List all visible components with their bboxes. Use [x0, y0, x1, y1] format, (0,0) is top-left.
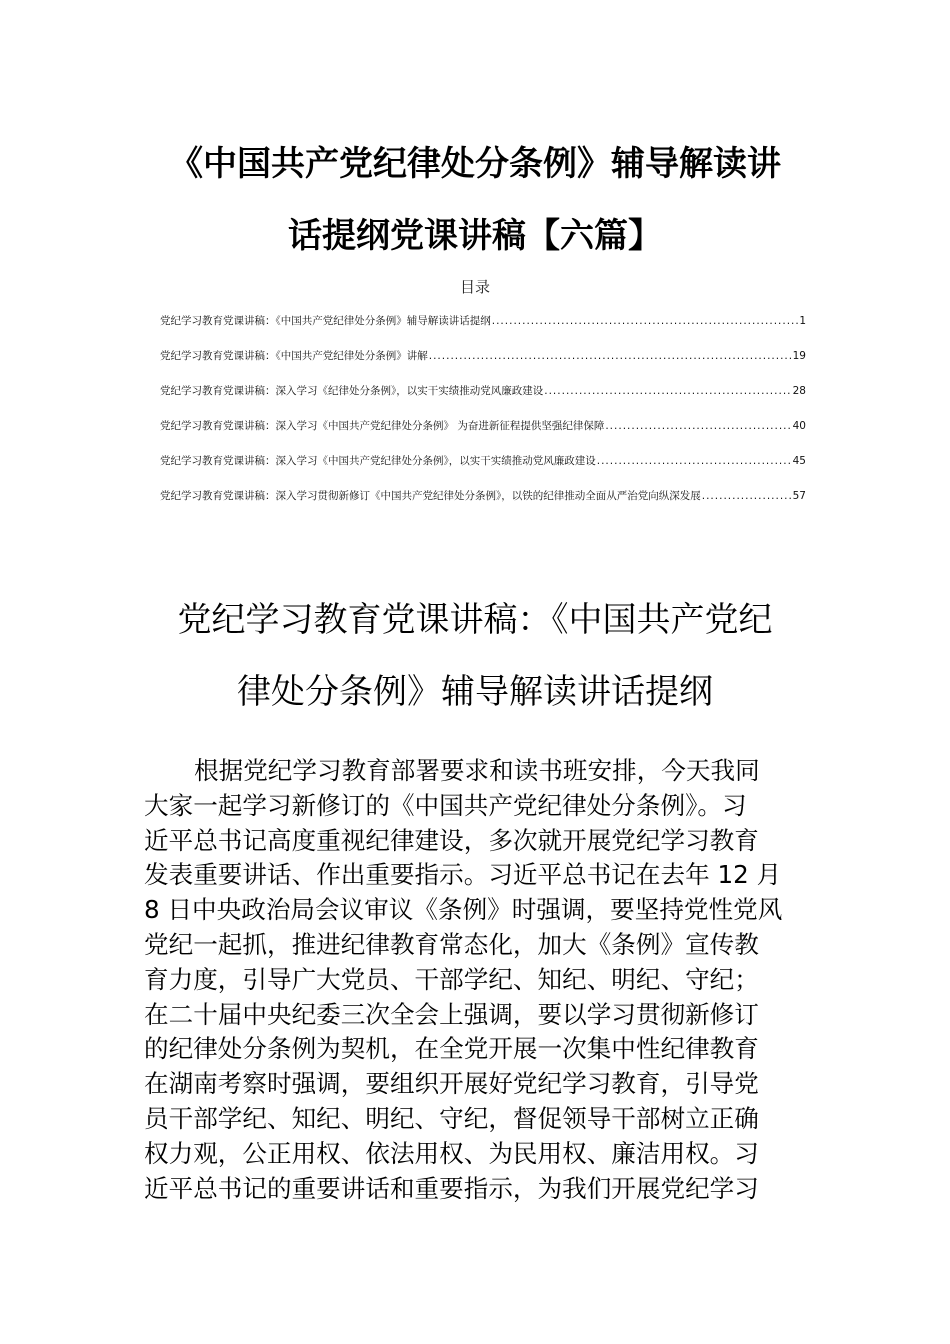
toc-leader-dots: [429, 346, 792, 366]
body-line: 在二十届中央纪委三次全会上强调，要以学习贯彻新修订: [144, 999, 759, 1029]
body-line: 近平总书记高度重视纪律建设，多次就开展党纪学习教育: [144, 825, 759, 855]
toc-entry-page: 19: [792, 350, 806, 362]
body-paragraph: [144, 754, 810, 1206]
body-line: 在湖南考察时强调，要组织开展好党纪学习教育，引导党: [144, 1069, 759, 1099]
toc-leader-dots: [702, 486, 792, 506]
body-line: 的纪律处分条例为契机，在全党开展一次集中性纪律教育: [144, 1034, 759, 1064]
section-title-line-2: 律处分条例》辅导解读讲话提纲: [237, 672, 713, 712]
toc-entry[interactable]: [160, 451, 806, 486]
toc-entry-title: 党纪学习教育党课讲稿：《中国共产党纪律处分条例》辅导解读讲话提纲: [160, 315, 491, 327]
toc-entry[interactable]: [160, 416, 806, 451]
toc-entry[interactable]: [160, 346, 806, 381]
document-title: [140, 128, 810, 272]
document-title-line-1: 《中国共产党纪律处分条例》辅导解读讲: [169, 144, 781, 184]
toc-heading: 目录: [459, 278, 490, 296]
toc-entry-title: 党纪学习教育党课讲稿：深入学习《中国共产党纪律处分条例》，以实干实绩推动党风廉政建设: [160, 455, 596, 467]
body-line: 员干部学纪、知纪、明纪、守纪，督促领导干部树立正确: [144, 1103, 759, 1133]
toc-entry[interactable]: [160, 486, 806, 521]
toc-entry-page: 1: [799, 315, 806, 327]
body-line: 权力观，公正用权、依法用权、为民用权、廉洁用权。习: [144, 1138, 759, 1168]
table-of-contents: [160, 311, 806, 521]
toc-entry-title: 党纪学习教育党课讲稿：深入学习贯彻新修订《中国共产党纪律处分条例》，以铁的纪律推动全面从严治党向纵深发展: [160, 490, 701, 502]
section-title-line-1: 党纪学习教育党课讲稿：《中国共产党纪: [177, 600, 773, 640]
toc-leader-dots: [492, 311, 799, 331]
toc-entry[interactable]: [160, 311, 806, 346]
body-line: 发表重要讲话、作出重要指示。习近平总书记在去年 12 月: [144, 860, 782, 890]
toc-entry-page: 40: [792, 420, 806, 432]
body-line: 大家一起学习新修订的《中国共产党纪律处分条例》。习: [144, 790, 747, 820]
body-line: 近平总书记的重要讲话和重要指示，为我们开展党纪学习: [144, 1173, 759, 1203]
toc-entry-page: 45: [792, 455, 806, 467]
toc-entry-page: 57: [792, 490, 806, 502]
toc-entry-page: 28: [792, 385, 806, 397]
body-line: 育力度，引导广大党员、干部学纪、知纪、明纪、守纪；: [144, 964, 759, 994]
toc-leader-dots: [544, 381, 791, 401]
toc-leader-dots: [597, 451, 792, 471]
body-line: 党纪一起抓，推进纪律教育常态化，加大《条例》宣传教: [144, 929, 759, 959]
toc-entry-title: 党纪学习教育党课讲稿：《中国共产党纪律处分条例》讲解: [160, 350, 428, 362]
toc-entry-title: 党纪学习教育党课讲稿：深入学习《纪律处分条例》，以实干实绩推动党风廉政建设: [160, 385, 544, 397]
document-title-line-2: 话提纲党课讲稿【六篇】: [288, 216, 662, 256]
toc-entry-title: 党纪学习教育党课讲稿：深入学习《中国共产党纪律处分条例》 为奋进新征程提供坚强纪律保障: [160, 420, 605, 432]
toc-leader-dots: [605, 416, 791, 436]
body-line: 8 日中央政治局会议审议《条例》时强调，要坚持党性党风: [144, 895, 783, 925]
section-title: [140, 584, 810, 728]
toc-entry[interactable]: [160, 381, 806, 416]
body-line: 根据党纪学习教育部署要求和读书班安排，今天我同: [194, 756, 760, 785]
